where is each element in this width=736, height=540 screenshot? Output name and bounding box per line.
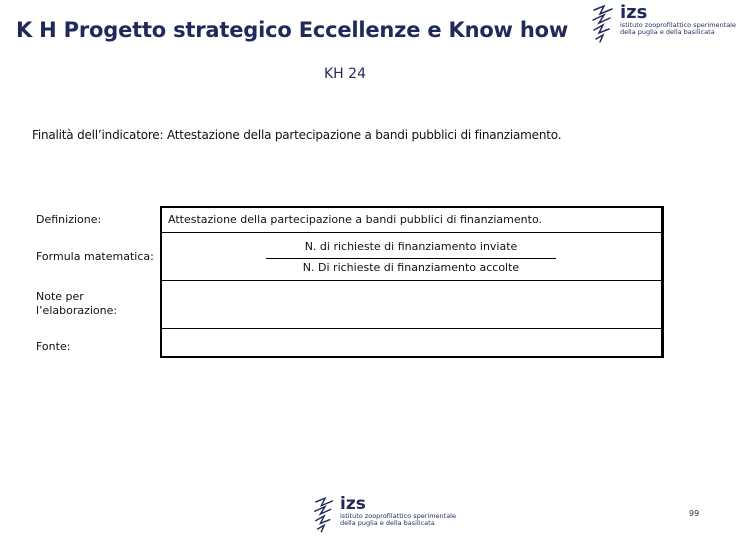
row-divider [162, 328, 661, 329]
definition-value: Attestazione della partecipazione a bandi pubblici di finanziamento. [168, 213, 542, 226]
izs-logo-mark-icon [590, 4, 620, 44]
logo-line1: istituto zooprofilattico sperimentale [620, 21, 736, 29]
fraction-bar [266, 258, 556, 259]
logo-line2: della puglia e della basilicata [340, 519, 435, 528]
indicator-sheet [32, 206, 666, 358]
logo-wordmark: izs [620, 2, 648, 23]
definition-label: Definizione: [36, 213, 102, 226]
logo-line2: della puglia e della basilicata [620, 28, 715, 37]
page-number: 99 [689, 509, 700, 518]
row-divider [162, 232, 661, 233]
logo-wordmark: izs [340, 494, 366, 514]
formula-label: Formula matematica: [36, 250, 154, 263]
indicator-table [160, 206, 664, 358]
izs-logo-footer [312, 496, 456, 534]
formula-denominator: N. Di richieste di finanziamento accolte [302, 261, 520, 274]
row-divider [162, 280, 661, 281]
slide-title: K H Progetto strategico Eccellenze e Know how [16, 18, 569, 42]
indicator-code: KH 24 [324, 66, 366, 82]
indicator-purpose: Finalità dell’indicatore: Attestazione della partecipazione a bandi pubblici di finanziamento. [32, 128, 562, 142]
izs-logo [590, 4, 736, 44]
formula-numerator: N. di richieste di finanziamento inviate [304, 240, 518, 253]
source-label: Fonte: [36, 340, 71, 353]
izs-logo-mark-icon [312, 496, 340, 534]
notes-label: Note per l’elaborazione: [36, 290, 118, 317]
logo-line1: istituto zooprofilattico sperimentale [340, 512, 456, 520]
